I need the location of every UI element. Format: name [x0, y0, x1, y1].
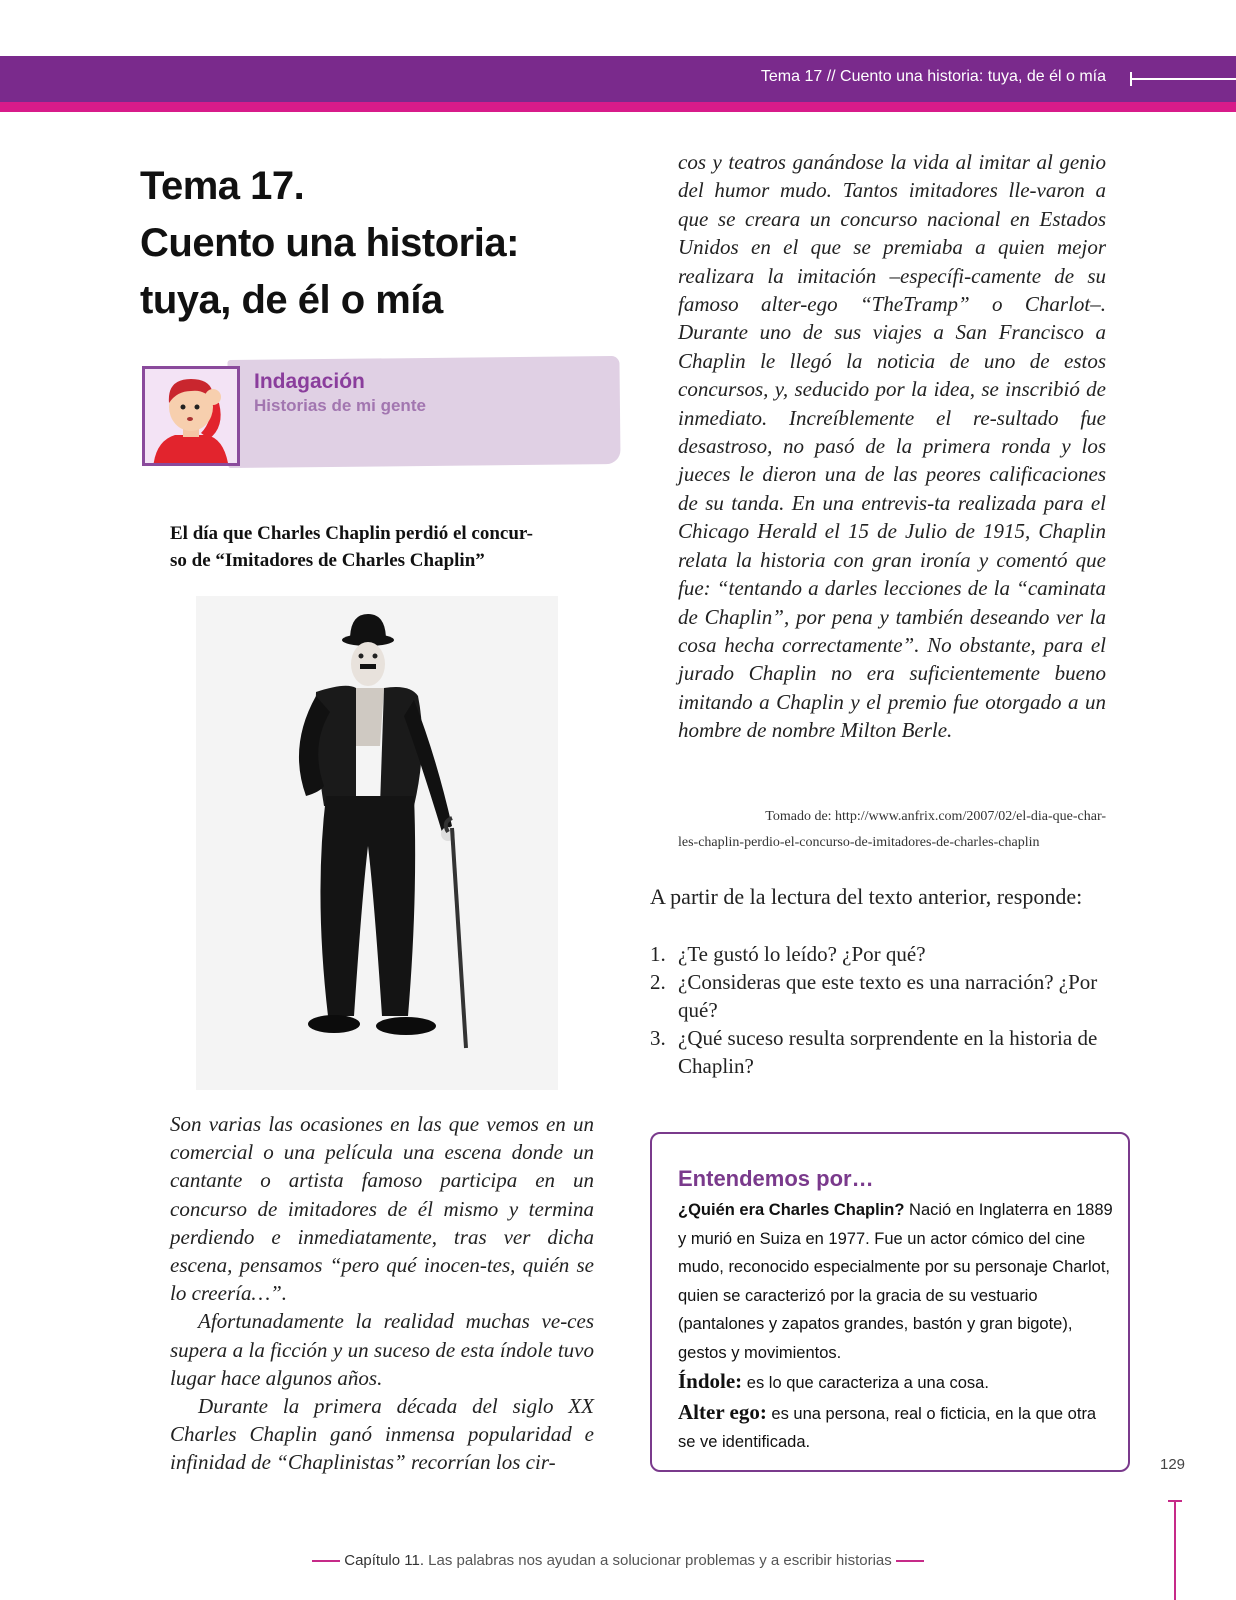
indagacion-title: Indagación — [254, 370, 365, 393]
activity-prompt: A partir de la lectura del texto anterior, responde: — [650, 884, 1083, 909]
body-text-right — [678, 148, 1106, 745]
glossary-term: Alter ego: — [678, 1399, 767, 1424]
header-stripe — [0, 102, 1236, 112]
question-list — [650, 940, 1130, 1080]
footer-text: Las palabras nos ayudan a solucionar problemas y a escribir historias — [424, 1552, 892, 1569]
paragraph: Son varias las ocasiones en las que vemos en un comercial o una película una escena donde un cantante o artista famoso participa en un concurso de imitadores de él mismo y termina perdiendo e inmediatamente, tras ver dicha escena, pensamos “pero qué inocen-tes, quién se lo creería…”. — [170, 1112, 594, 1306]
question-item — [650, 968, 1130, 1024]
running-title-line — [1130, 78, 1236, 80]
article-title-line: El día que Charles Chaplin perdió el concur- — [170, 523, 533, 544]
footer-mark-right — [896, 1560, 924, 1562]
footer-mark-left — [312, 1560, 340, 1562]
article-title-line: so de “Imitadores de Charles Chaplin” — [170, 550, 485, 571]
footer-chapter: Capítulo 11. — [344, 1552, 425, 1569]
charlie-chaplin-photo — [196, 596, 558, 1090]
question-text: ¿Consideras que este texto es una narración? ¿Por qué? — [678, 970, 1098, 1022]
question-text: ¿Qué suceso resulta sorprendente en la historia de Chaplin? — [678, 1026, 1098, 1078]
glossary-definition: es una persona, real o ficticia, en la que otra se ve identificada. — [678, 1404, 1097, 1451]
page-title — [140, 158, 610, 329]
indagacion-subtitle: Historias de mi gente — [254, 396, 426, 415]
paragraph: cos y teatros ganándose la vida al imitar al genio del humor mudo. Tantos imitadores lle-varon a que se creara un concurso nacional en Estados Unidos en el que se premiaba a quien mejor realizara la imitación –específi-camente de su famoso alter-ego “TheTramp” o Charlot–. Durante uno de sus viajes a San Francisco a Chaplin le llegó la noticia de uno de estos concursos, y, seducido por la idea, se inscribió de inmediato. Increíblemente el re-sultado fue desastroso, no pasó de la primera ronda y los jueces le dieron una de las peores calificaciones de su tanda. En una entrevis-ta realizada para el Chicago Herald el 15 de Julio de 1915, Chaplin relata la historia con gran ironía y comentó que fue: “tentando a darles lecciones de la “caminata de Chaplin”, por pena y también deseando ver la cosa hecha correctamente”. No obstante, para el jurado Chaplin no era suficientemente bueno imitando a Chaplin y el premio fue otorgado a un hombre de nombre Milton Berle. — [678, 150, 1106, 743]
running-title: Tema 17 // Cuento una historia: tuya, de él o mía — [760, 68, 1106, 85]
page-title-line: Tema 17. — [140, 164, 305, 208]
glossary-term: ¿Quién era Charles Chaplin? — [678, 1201, 905, 1219]
question-item — [650, 940, 1130, 968]
side-bar — [1174, 1500, 1176, 1600]
question-number: 3. — [650, 1026, 666, 1050]
paragraph: Durante la primera década del siglo XX Charles Chaplin ganó inmensa popularidad e infinidad de “Chaplinistas” recorrían los cir- — [170, 1394, 594, 1475]
glossary-definition: Nació en Inglaterra en 1889 y murió en Suiza en 1977. Fue un actor cómico del cine mudo, reconocido especialmente por su personaje Charlot, quien se caracterizó por la gracia de su vestuario (pantalones y zapatos grandes, bastón y gran bigote), gestos y movimientos. — [678, 1201, 1113, 1362]
glossary-title: Entendemos por… — [678, 1166, 874, 1191]
source-line: Tomado de: http://www.anfrix.com/2007/02/el-dia-que-char- — [765, 809, 1106, 824]
glossary-definition: es lo que caracteriza a una cosa. — [742, 1374, 989, 1392]
page-title-line: Cuento una historia: — [140, 221, 519, 265]
glossary-body — [678, 1196, 1118, 1457]
question-number: 1. — [650, 942, 666, 966]
glossary-term: Índole: — [678, 1369, 743, 1393]
page-number: 129 — [1160, 1456, 1186, 1473]
thinking-boy-icon — [142, 366, 240, 466]
question-item — [650, 1024, 1130, 1080]
page-title-line: tuya, de él o mía — [140, 278, 443, 322]
question-text: ¿Te gustó lo leído? ¿Por qué? — [678, 942, 926, 966]
body-text-left — [170, 1110, 594, 1477]
article-title — [170, 520, 600, 574]
source-line: les-chaplin-perdio-el-concurso-de-imitadores-de-charles-chaplin — [678, 835, 1040, 850]
paragraph: Afortunadamente la realidad muchas ve-ces supera a la ficción y un suceso de esta índole tuvo lugar hace algunos años. — [170, 1309, 594, 1390]
source-citation — [678, 804, 1106, 856]
question-number: 2. — [650, 970, 666, 994]
footer — [0, 1552, 1236, 1569]
